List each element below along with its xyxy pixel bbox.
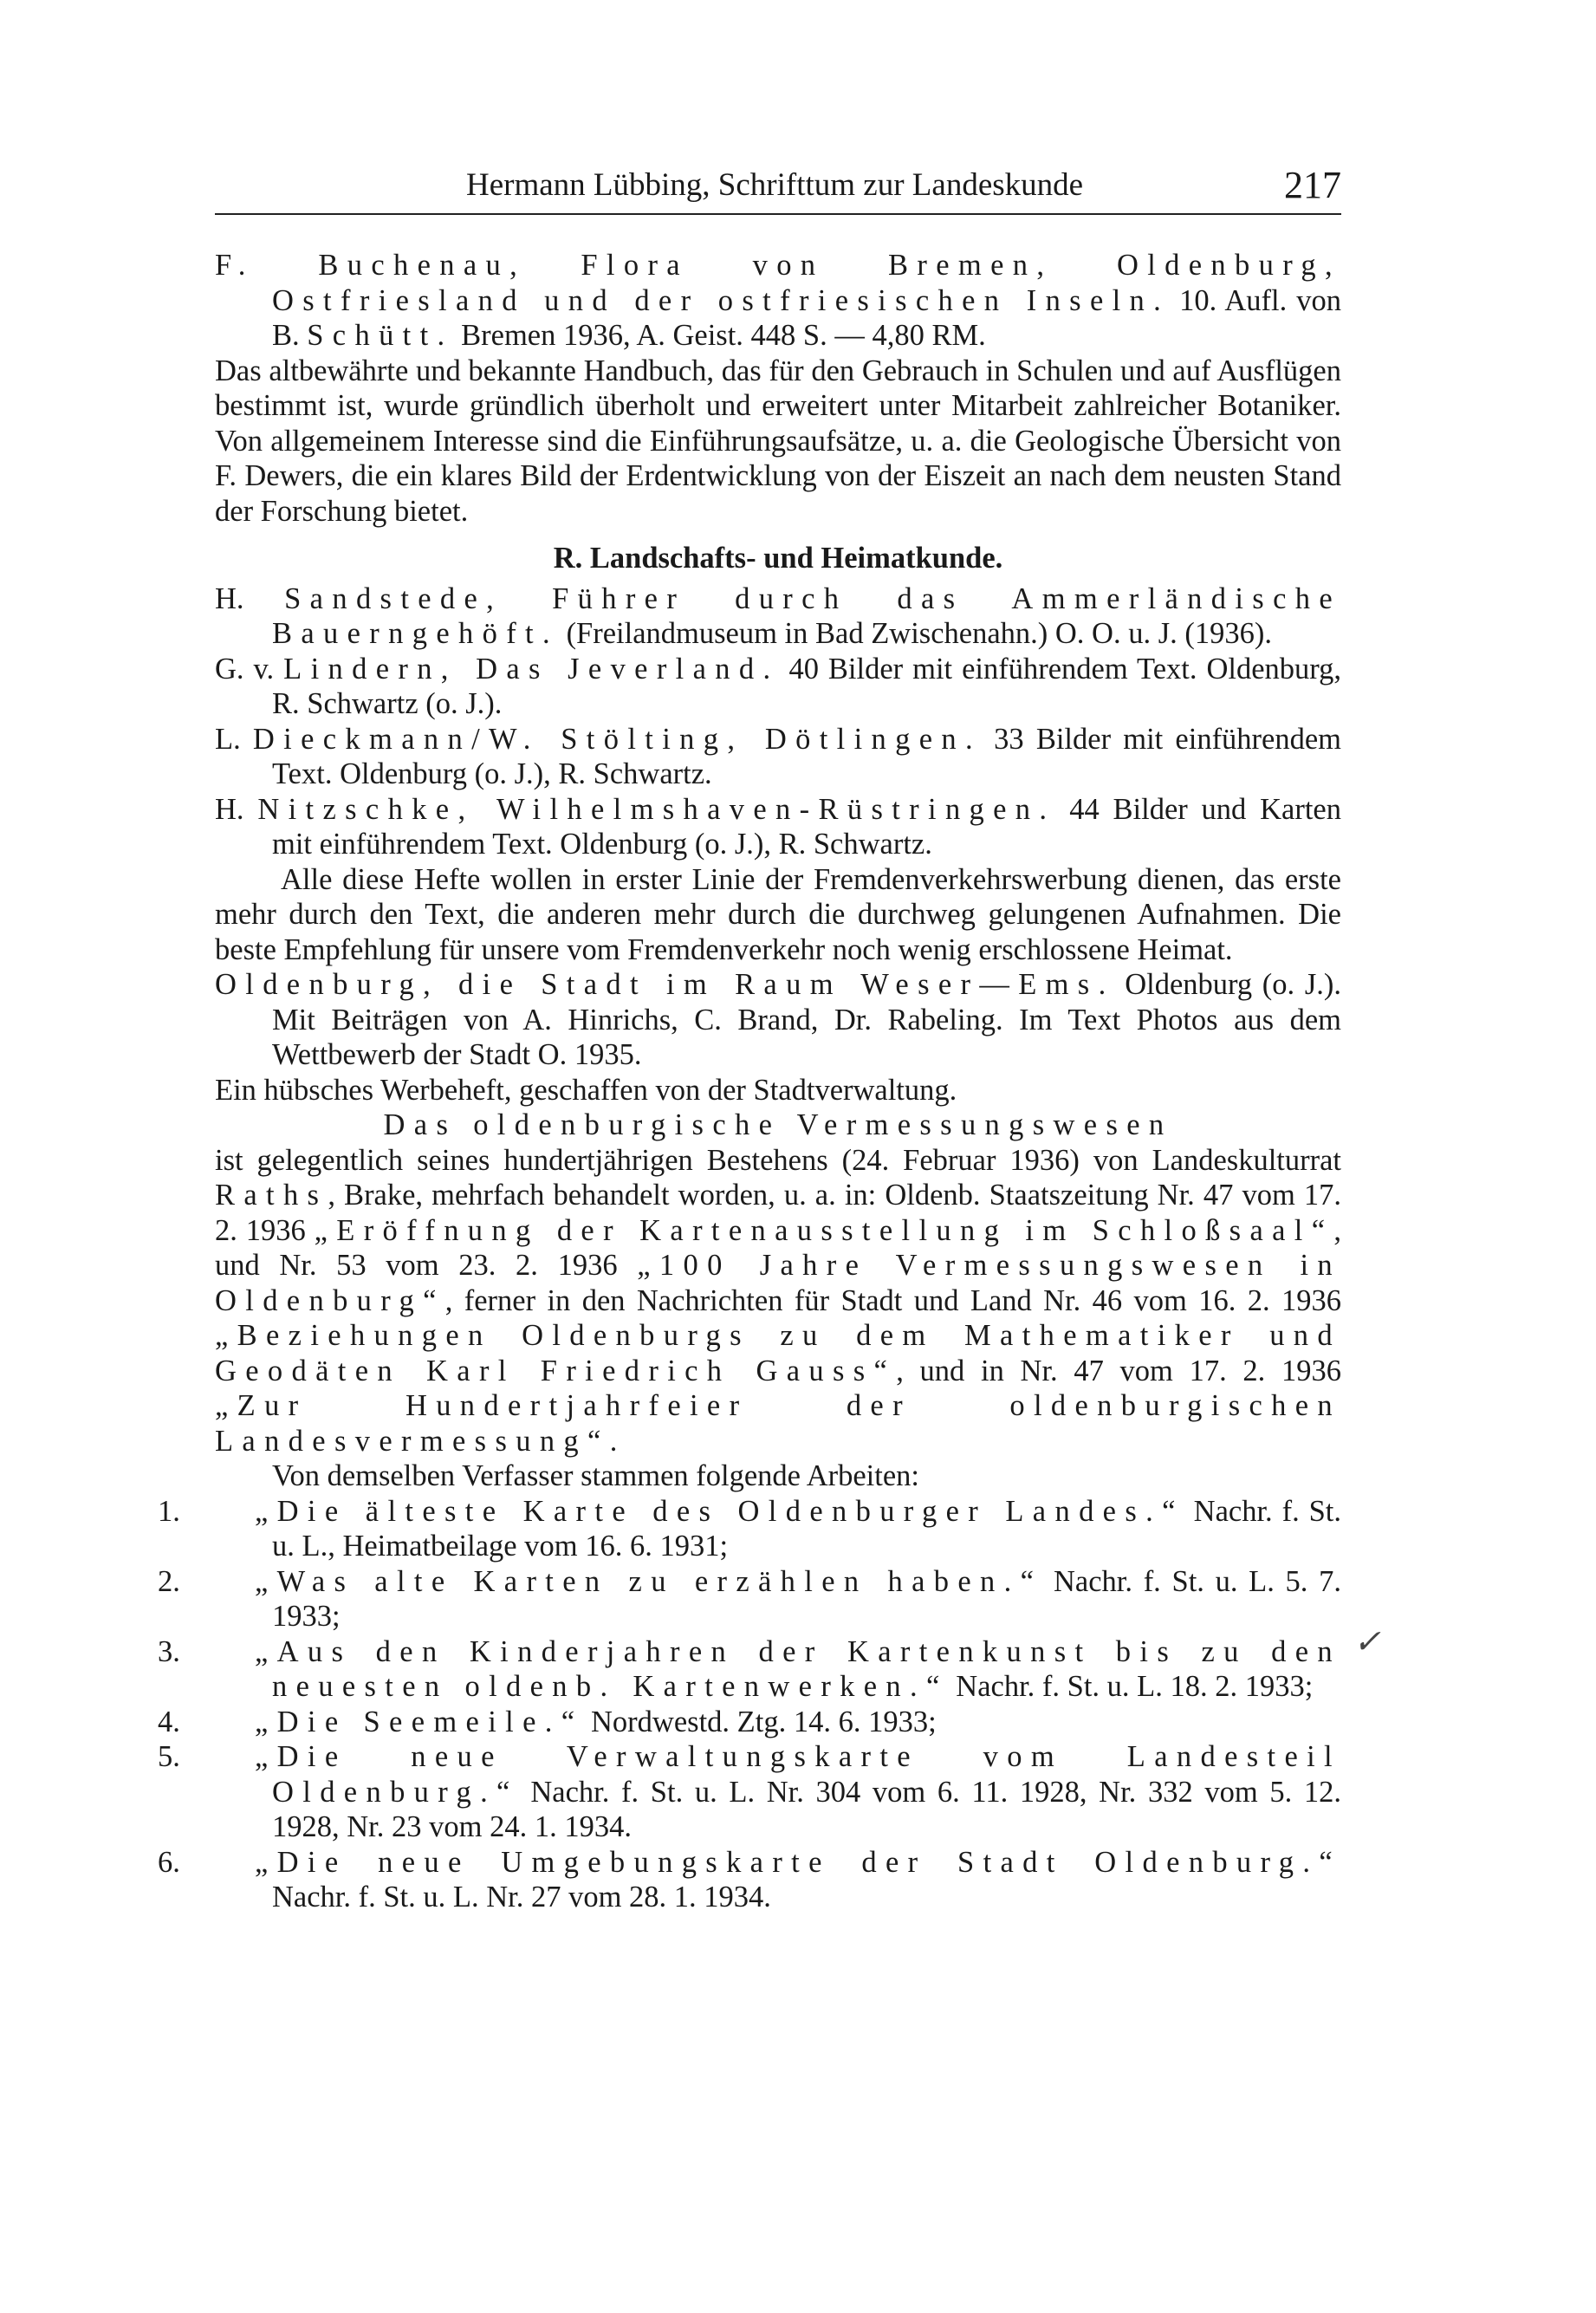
- entry-spaced-title: Dieckmann/W. Stölting, Dötlingen.: [252, 722, 982, 756]
- vermessung-title: [215, 1108, 1341, 1143]
- bibliography-entry: [215, 792, 1341, 862]
- page-number: 217: [1284, 164, 1341, 206]
- article-title: „Beziehungen Oldenburgs zu dem Mathematiker und Geodäten Karl Friedrich Gauss“: [215, 1319, 1341, 1387]
- work-item: [158, 1634, 1341, 1705]
- work-item: [158, 1739, 1341, 1845]
- bibliography-entry: [215, 722, 1341, 792]
- work-source: Nachr. f. St. u. L. Nr. 304 vom 6. 11. 1928, Nr. 332 vom 5. 12. 1928, Nr. 23 vom 24. 1. 1934.: [272, 1775, 1341, 1843]
- entry-details: 10. Aufl. von B.: [272, 283, 1342, 352]
- entry-details: 33 Bilder mit einführendem Text. Oldenburg (o. J.), R. Schwartz.: [272, 722, 1342, 790]
- text-span: , Brake, mehrfach behandelt worden, u. a. in: Oldenb. Staatszeitung Nr. 47 vom 17. 2. 1936: [215, 1179, 1341, 1247]
- entry-spaced-title: Nitzschke, Wilhelmshaven-Rüstringen.: [257, 792, 1056, 826]
- work-number: 2.: [158, 1564, 180, 1598]
- bibliography-entry-buchenau: [215, 248, 1341, 354]
- entry-title: Flora von Bremen, Oldenburg, Ostfriesland und der ostfriesischen Inseln.: [272, 249, 1341, 317]
- page-header: [215, 165, 1341, 215]
- body-text: [158, 248, 1342, 1915]
- work-number: 6.: [158, 1845, 180, 1879]
- author-name: Raths: [215, 1179, 328, 1212]
- text-span: ist gelegentlich seines hundertjährigen Bestehens (24. Februar 1936) von Landeskulturrat: [215, 1143, 1341, 1177]
- work-number: 1.: [158, 1494, 180, 1528]
- entry-lead: H.: [215, 792, 244, 826]
- handwritten-check-mark: ✓: [1353, 1624, 1381, 1660]
- vermessung-title-text: Das oldenburgische Vermessungswesen: [383, 1108, 1173, 1141]
- work-title: „Die Seemeile.“: [255, 1705, 584, 1738]
- entry-details: Oldenburg (o. J.). Mit Beiträgen von A. Hinrichs, C. Brand, Dr. Rabeling. Im Text Photos aus dem Wettbewerb der Stadt O. 1935.: [272, 968, 1341, 1071]
- work-title: „Die älteste Karte des Oldenburger Landes.“: [255, 1494, 1184, 1528]
- entry-author: F. Buchenau,: [215, 249, 527, 282]
- work-source: Nachr. f. St. u. L., Heimatbeilage vom 16. 6. 1931;: [272, 1494, 1342, 1563]
- bibliography-entry: [215, 581, 1341, 652]
- works-intro: Von demselben Verfasser stammen folgende Arbeiten:: [272, 1459, 919, 1492]
- entry-lead: L.: [215, 722, 241, 756]
- work-number: 5.: [158, 1740, 180, 1773]
- work-title: „Was alte Karten zu erzählen haben.“: [255, 1564, 1043, 1598]
- work-number: 3.: [158, 1634, 180, 1668]
- text-span: , und Nr. 53 vom 23. 2. 1936: [215, 1213, 1342, 1282]
- article-title: „Zur Hundertjahrfeier der oldenburgischen Landesvermessung“: [215, 1389, 1341, 1458]
- work-source: Nachr. f. St. u. L. 5. 7. 1933;: [272, 1564, 1342, 1633]
- review-paragraph: Ein hübsches Werbeheft, geschaffen von der Stadtverwaltung.: [215, 1073, 957, 1107]
- work-item: [158, 1494, 1342, 1564]
- bibliography-entry: [215, 652, 1341, 722]
- work-title: „Die neue Umgebungskarte der Stadt Oldenburg.“: [255, 1845, 1341, 1879]
- running-title: Hermann Lübbing, Schrifttum zur Landeskunde: [466, 167, 1084, 203]
- article-title: „Eröffnung der Kartenausstellung im Schloßsaal“: [314, 1213, 1334, 1247]
- entry-spaced-title: Lindern, Das Jeverland.: [283, 652, 780, 685]
- text-span: , ferner in den Nachrichten für Stadt und Land Nr. 46 vom 16. 2. 1936: [444, 1283, 1341, 1317]
- entry-details: (Freilandmuseum in Bad Zwischenahn.) O. O. u. J. (1936).: [566, 617, 1273, 650]
- entry-details: 40 Bilder mit einführendem Text. Oldenburg, R. Schwartz (o. J.).: [272, 652, 1342, 720]
- work-title: „Aus den Kinderjahren der Kartenkunst bis zu den neuesten oldenb. Kartenwerken.“: [255, 1634, 1341, 1703]
- article-title: „100 Jahre Vermessungswesen in Oldenburg“: [215, 1249, 1342, 1317]
- text-span: , und in Nr. 47 vom 17. 2. 1936: [896, 1354, 1341, 1387]
- vermessung-paragraph: [215, 1143, 1341, 1459]
- work-source: Nachr. f. St. u. L. 18. 2. 1933;: [956, 1670, 1314, 1703]
- review-paragraph: Alle diese Hefte wollen in erster Linie der Fremdenverkehrswerbung dienen, das erste mehr durch den Text, die anderen mehr durch die durchweg gelungenen Aufnahmen. Die beste Empfehlung für unsere vom Fremdenverkehr noch wenig erschlossene Heimat.: [215, 862, 1341, 966]
- text-span: .: [609, 1424, 618, 1458]
- work-number: 4.: [158, 1705, 180, 1738]
- entry-spaced-title: Oldenburg, die Stadt im Raum Weser—Ems.: [215, 968, 1115, 1001]
- work-source: Nachr. f. St. u. L. Nr. 27 vom 28. 1. 1934.: [272, 1881, 771, 1913]
- section-heading: R. Landschafts- und Heimatkunde.: [553, 542, 1003, 575]
- work-title: „Die neue Verwaltungskarte vom Landesteil Oldenburg.“: [255, 1740, 1341, 1809]
- work-item: [158, 1845, 1341, 1915]
- entry-details: 44 Bilder und Karten mit einführendem Text. Oldenburg (o. J.), R. Schwartz.: [272, 792, 1341, 861]
- entry-publication: Bremen 1936, A. Geist. 448 S. — 4,80 RM.: [461, 319, 986, 352]
- entry-editor: Schütt.: [307, 319, 454, 352]
- work-source: Nordwestd. Ztg. 14. 6. 1933;: [591, 1705, 937, 1738]
- entry-lead: G. v.: [215, 652, 275, 685]
- work-item: [158, 1564, 1342, 1634]
- entry-lead: H.: [215, 581, 244, 615]
- entry-spaced-title: Sandstede, Führer durch das Ammerländische Bauerngehöft.: [272, 581, 1342, 650]
- review-paragraph: Das altbewährte und bekannte Handbuch, das für den Gebrauch in Schulen und auf Ausflügen bestimmt ist, wurde gründlich überholt und erweitert unter Mitarbeit zahlreicher Botaniker. Von allgemeinem Interesse sind die Einführungsaufsätze, u. a. die Geologische Übersicht von F. Dewers, die ein klares Bild der Erdentwicklung von der Eiszeit an nach dem neusten Stand der Forschung bietet.: [215, 354, 1341, 528]
- bibliography-entry-oldenburg: [215, 967, 1341, 1073]
- work-item: [158, 1705, 1341, 1740]
